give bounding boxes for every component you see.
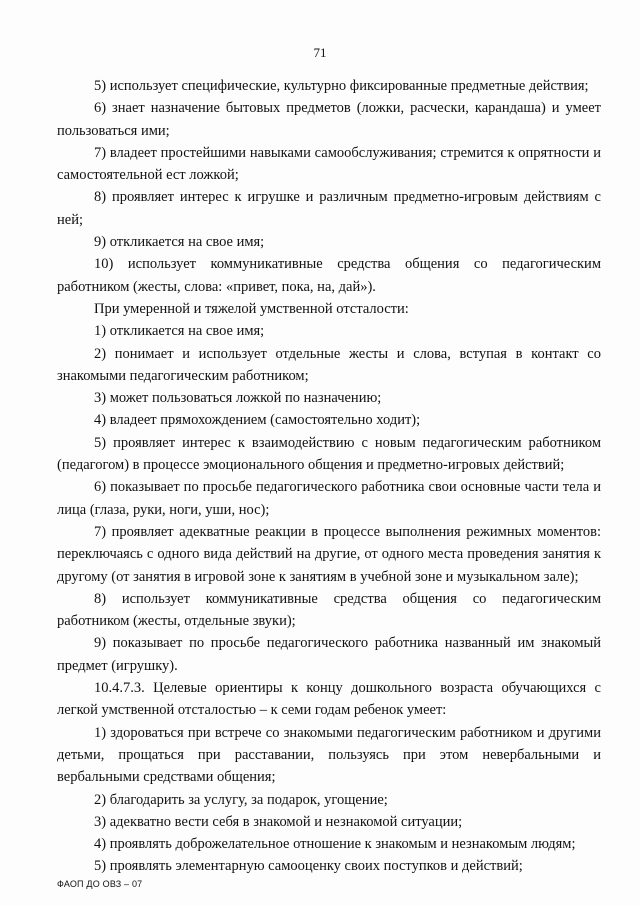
- paragraph: 1) здороваться при встрече со знакомыми педагогическим работником и другими детьми, прощаться при расставании, пользуясь при этом невербальными и вербальными средствами общения;: [57, 724, 601, 786]
- section-heading: 10.4.7.3. Целевые ориентиры к концу дошкольного возраста обучающихся с легкой умственной отсталостью – к семи годам ребенок умеет:: [57, 680, 601, 719]
- paragraph: 6) знает назначение бытовых предметов (ложки, расчески, карандаша) и умеет пользоваться ими;: [57, 100, 601, 139]
- paragraph: 5) использует специфические, культурно фиксированные предметные действия;: [94, 78, 589, 94]
- page-footer: ФАОП ДО ОВЗ – 07: [57, 879, 143, 889]
- paragraph: 2) понимает и использует отдельные жесты и слова, вступая в контакт со знакомыми педагогическим работником;: [57, 345, 601, 384]
- paragraph: 6) показывает по просьбе педагогического работника свои основные части тела и лица (глаза, руки, ноги, уши, нос);: [57, 479, 601, 518]
- paragraph: 9) откликается на свое имя;: [94, 234, 265, 251]
- paragraph: 3) может пользоваться ложкой по назначению;: [94, 390, 382, 407]
- page-number: 71: [313, 45, 327, 60]
- paragraph: 4) владеет прямохождением (самостоятельно ходит);: [94, 412, 421, 429]
- paragraph: 2) благодарить за услугу, за подарок, угощение;: [94, 791, 388, 808]
- paragraph: 1) откликается на свое имя;: [94, 323, 265, 340]
- paragraph: 8) использует коммуникативные средства общения со педагогическим работником (жесты, отдельные звуки);: [57, 590, 601, 630]
- page-body: [57, 75, 601, 878]
- paragraph: 4) проявлять доброжелательное отношение к знакомым и незнакомым людям;: [94, 836, 576, 853]
- paragraph: 5) проявляет интерес к взаимодействию с новым педагогическим работником (педагогом) в процессе эмоционального общения и предметно-игровых действий;: [57, 434, 601, 474]
- paragraph: 7) владеет простейшими навыками самообслуживания; стремится к опрятности и самостоятельной ест ложкой;: [57, 144, 601, 184]
- paragraph: 7) проявляет адекватные реакции в процессе выполнения режимных моментов: переключаясь с одного вида действий на другие, от одного места проведения занятия к другому (от занятия в игровой зоне к занятиям в учебной зоне и музыкальном зале);: [57, 523, 601, 585]
- paragraph: 10) использует коммуникативные средства общения со педагогическим работником (жесты, слова: «привет, пока, на, дай»).: [57, 256, 601, 295]
- section-intro: При умеренной и тяжелой умственной отсталости:: [94, 300, 409, 317]
- paragraph: 5) проявлять элементарную самооценку своих поступков и действий;: [94, 858, 523, 875]
- paragraph: 3) адекватно вести себя в знакомой и незнакомой ситуации;: [94, 813, 463, 830]
- paragraph: 9) показывает по просьбе педагогического работника названный им знакомый предмет (игрушку).: [57, 635, 601, 674]
- paragraph: 8) проявляет интерес к игрушке и различным предметно-игровым действиям с ней;: [57, 189, 601, 228]
